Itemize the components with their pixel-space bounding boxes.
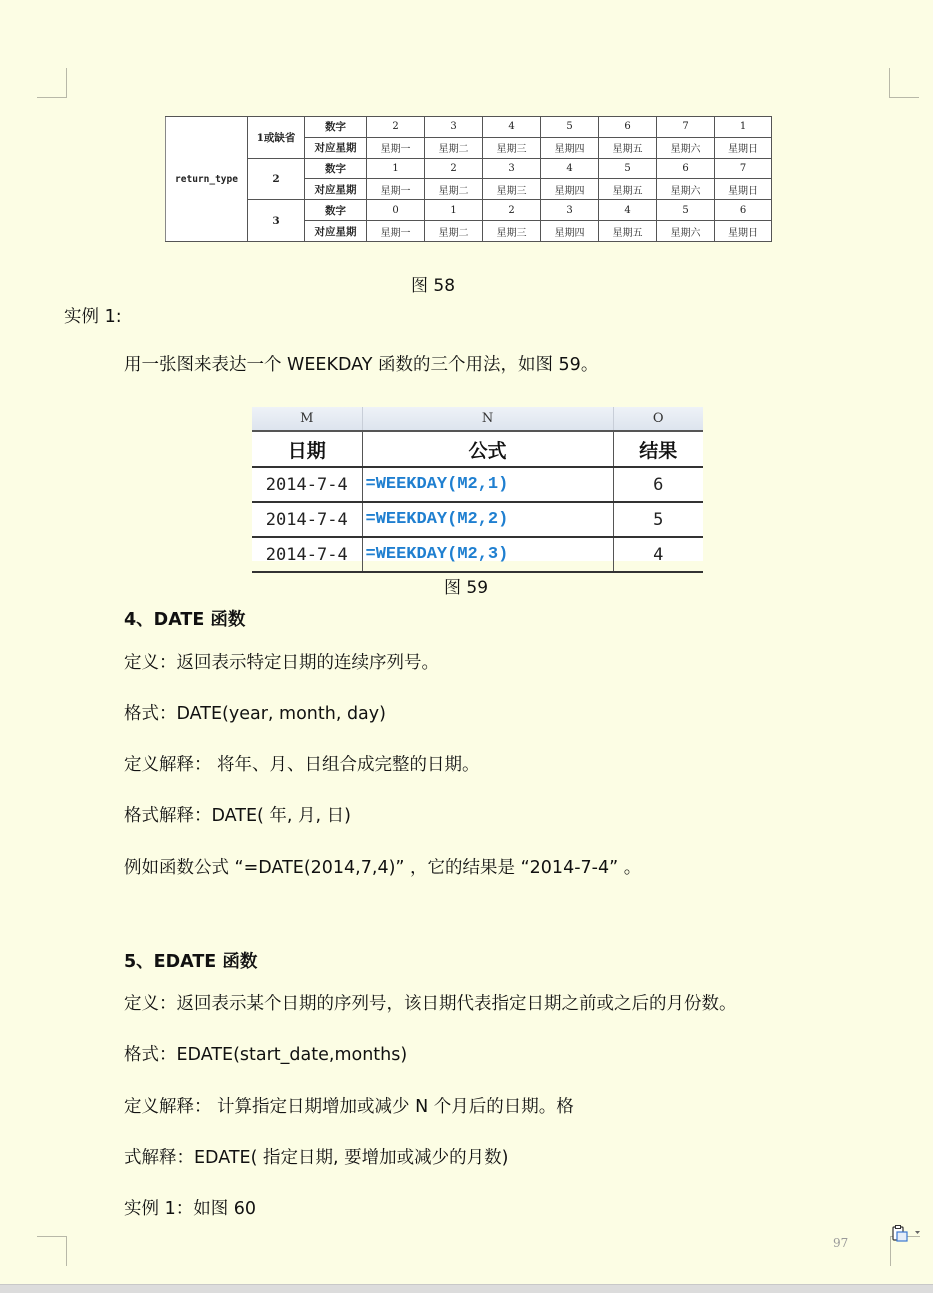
formula-cell: =WEEKDAY(M2,3) [362, 537, 613, 572]
margin-corner-top-left [37, 68, 67, 98]
section-5-example: 实例 1：如图 60 [124, 1199, 257, 1219]
type-cell: 1或缺省 [248, 117, 305, 159]
weekday-cell: 星期三 [483, 137, 541, 158]
weekday-cell: 星期一 [367, 221, 425, 242]
number-cell: 7 [657, 117, 715, 138]
number-cell: 1 [715, 117, 772, 138]
date-cell: 2014-7-4 [252, 467, 362, 502]
number-cell: 2 [483, 200, 541, 221]
section-5-definition-explained: 定义解释： 计算指定日期增加或减少 N 个月后的日期。格 [124, 1097, 574, 1117]
date-cell: 2014-7-4 [252, 502, 362, 537]
formula-cell: =WEEKDAY(M2,1) [362, 467, 613, 502]
weekday-example-table [252, 407, 703, 573]
weekday-cell: 星期二 [425, 137, 483, 158]
figure-58-caption: 图 58 [411, 276, 456, 296]
section-4-definition-explained: 定义解释： 将年、月、日组合成完整的日期。 [124, 755, 480, 775]
margin-corner-bottom-left [37, 1236, 67, 1266]
number-cell: 4 [541, 158, 599, 179]
number-cell: 5 [599, 158, 657, 179]
page-number: 97 [833, 1236, 849, 1250]
section-5-format: 格式：EDATE(start_date,months) [124, 1045, 408, 1065]
result-cell: 4 [613, 537, 703, 572]
column-letter: O [613, 407, 703, 431]
number-cell: 3 [483, 158, 541, 179]
weekday-cell: 星期五 [599, 137, 657, 158]
table-row [252, 502, 703, 537]
number-cell: 1 [425, 200, 483, 221]
section-5-format-explained: 式解释：EDATE( 指定日期, 要增加或减少的月数) [124, 1148, 509, 1168]
weekday-cell: 星期一 [367, 179, 425, 200]
type-cell: 3 [248, 200, 305, 242]
type-cell: 2 [248, 158, 305, 200]
section-4-definition: 定义：返回表示特定日期的连续序列号。 [124, 653, 439, 673]
weekday-cell: 星期日 [715, 221, 772, 242]
date-cell: 2014-7-4 [252, 537, 362, 572]
weekday-cell: 星期二 [425, 179, 483, 200]
return-type-label: return_type [166, 117, 248, 242]
number-cell: 2 [367, 117, 425, 138]
weekday-cell: 星期六 [657, 179, 715, 200]
weekday-cell: 星期一 [367, 137, 425, 158]
number-label: 数字 [305, 158, 367, 179]
figure-58-image [165, 116, 771, 242]
weekday-cell: 星期二 [425, 221, 483, 242]
column-letter: M [252, 407, 362, 431]
number-cell: 4 [483, 117, 541, 138]
figure-59-image [252, 407, 703, 565]
result-cell: 6 [613, 467, 703, 502]
weekday-cell: 星期五 [599, 179, 657, 200]
table-row [252, 537, 703, 572]
section-5-definition: 定义：返回表示某个日期的序列号，该日期代表指定日期之前或之后的月份数。 [124, 994, 737, 1014]
example-1-title: 实例 1: [64, 307, 122, 327]
number-cell: 5 [541, 117, 599, 138]
result-cell: 5 [613, 502, 703, 537]
weekday-cell: 星期四 [541, 179, 599, 200]
number-cell: 3 [425, 117, 483, 138]
section-4-format-explained: 格式解释：DATE( 年, 月, 日) [124, 806, 351, 826]
number-label: 数字 [305, 200, 367, 221]
formula-cell: =WEEKDAY(M2,2) [362, 502, 613, 537]
number-label: 数字 [305, 117, 367, 138]
number-cell: 7 [715, 158, 772, 179]
weekday-cell: 星期五 [599, 221, 657, 242]
number-cell: 1 [367, 158, 425, 179]
weekday-cell: 星期四 [541, 137, 599, 158]
number-cell: 6 [657, 158, 715, 179]
header-date: 日期 [252, 431, 362, 467]
column-letter: N [362, 407, 613, 431]
return-type-table [165, 116, 772, 242]
weekday-cell: 星期三 [483, 179, 541, 200]
table-row [252, 467, 703, 502]
weekday-cell: 星期日 [715, 179, 772, 200]
number-cell: 2 [425, 158, 483, 179]
weekday-label: 对应星期 [305, 179, 367, 200]
number-cell: 0 [367, 200, 425, 221]
weekday-cell: 星期六 [657, 221, 715, 242]
margin-corner-top-right [889, 68, 919, 98]
number-cell: 4 [599, 200, 657, 221]
number-cell: 5 [657, 200, 715, 221]
number-cell: 3 [541, 200, 599, 221]
weekday-cell: 星期六 [657, 137, 715, 158]
weekday-cell: 星期日 [715, 137, 772, 158]
section-5-heading: 5、EDATE 函数 [124, 952, 258, 972]
section-4-example: 例如函数公式 “=DATE(2014,7,4)” ，它的结果是 “2014-7-4” 。 [124, 858, 642, 878]
number-cell: 6 [715, 200, 772, 221]
header-formula: 公式 [362, 431, 613, 467]
header-result: 结果 [613, 431, 703, 467]
weekday-cell: 星期三 [483, 221, 541, 242]
paste-options-button[interactable] [891, 1224, 923, 1246]
weekday-label: 对应星期 [305, 221, 367, 242]
number-cell: 6 [599, 117, 657, 138]
weekday-label: 对应星期 [305, 137, 367, 158]
section-4-format: 格式：DATE(year, month, day) [124, 704, 386, 724]
section-4-heading: 4、DATE 函数 [124, 610, 246, 630]
weekday-cell: 星期四 [541, 221, 599, 242]
example-1-text: 用一张图来表达一个 WEEKDAY 函数的三个用法，如图 59。 [124, 355, 599, 375]
figure-59-caption: 图 59 [444, 578, 489, 598]
clipboard-icon [891, 1224, 923, 1246]
